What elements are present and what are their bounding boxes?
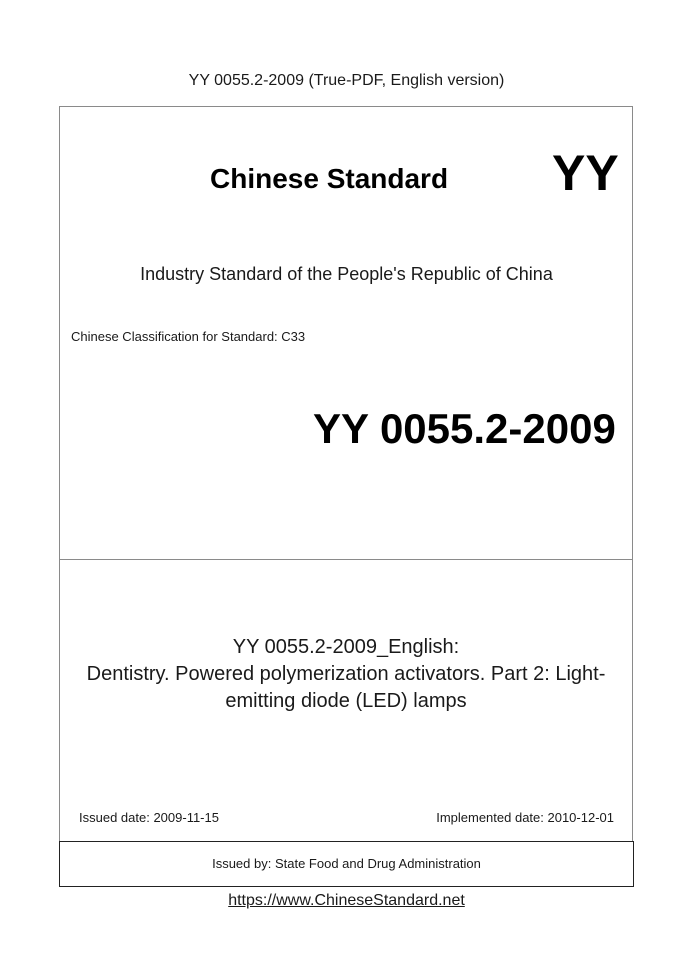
website-link[interactable]: https://www.ChineseStandard.net <box>228 892 465 909</box>
industry-standard-line: Industry Standard of the People's Republic of China <box>140 264 553 284</box>
issuer-line: Issued by: State Food and Drug Administration <box>212 856 481 871</box>
yy-mark: YY <box>552 145 619 201</box>
issued-date: Issued date: 2009-11-15 <box>79 810 219 825</box>
document-header-title: YY 0055.2-2009 (True-PDF, English version) <box>188 72 505 89</box>
implemented-date: Implemented date: 2010-12-01 <box>436 810 614 825</box>
title-line-1: YY 0055.2-2009_English: <box>232 636 460 658</box>
standard-title <box>60 634 632 715</box>
title-line-2: Dentistry. Powered polymerization activators. Part 2: Light- <box>86 663 606 685</box>
chinese-standard-heading: Chinese Standard <box>210 163 449 194</box>
title-line-3: emitting diode (LED) lamps <box>225 690 467 712</box>
classification-line: Chinese Classification for Standard: C33 <box>71 329 306 344</box>
standard-number: YY 0055.2-2009 <box>313 405 616 452</box>
